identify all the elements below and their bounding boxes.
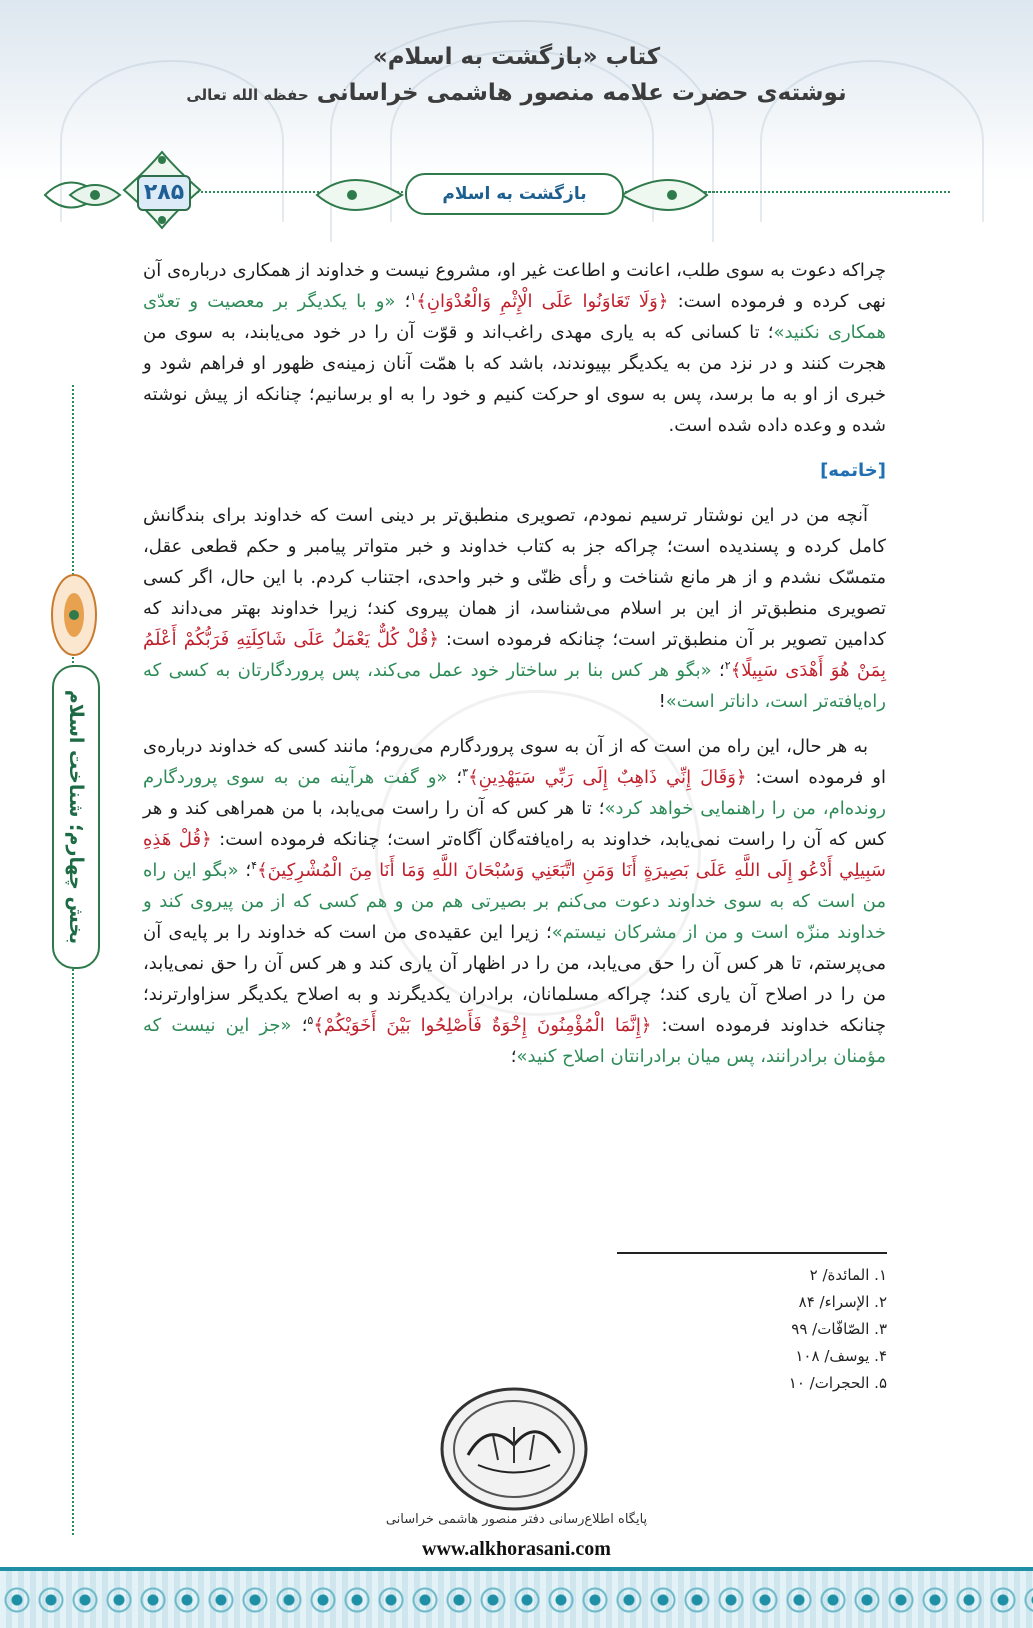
- section-label: [52, 665, 100, 969]
- side-flower-ornament-icon: [44, 565, 104, 665]
- page-number: ۲۸۵: [137, 175, 191, 211]
- text-run: ؛: [711, 660, 725, 681]
- footnote-ref: ۱: [410, 290, 417, 303]
- text-run: ؛: [510, 1046, 517, 1067]
- book-author: [0, 80, 1033, 106]
- chapter-title: بازگشت به اسلام: [405, 173, 624, 215]
- footnote-item: ۴. یوسف/ ۱۰۸: [795, 1347, 887, 1365]
- seal-logo-icon: [438, 1385, 590, 1513]
- author-honorific: حفظه الله تعالی: [186, 86, 309, 104]
- text-run: ؛: [238, 860, 252, 881]
- header-dotted-rule-right: [700, 191, 950, 193]
- main-text: [143, 255, 886, 1086]
- seal-caption: پایگاه اطلاع‌رسانی دفتر منصور هاشمی خراسانی: [385, 1512, 648, 1527]
- paragraph-1: [143, 255, 886, 441]
- text-run: ؛: [447, 767, 463, 788]
- footnote-item: ۲. الإسراء/ ۸۴: [798, 1293, 887, 1311]
- footnotes: [617, 1262, 887, 1397]
- footnote-item: ۵. الحجرات/ ۱۰: [788, 1374, 887, 1392]
- section-label-text: بخش چهارم؛ شناخت اسلام: [65, 689, 87, 945]
- verse-translation: «و گفت هرآینه من به سوی پروردگارم رونده‌ام، من را راهنمایی خواهد کرد»: [143, 767, 887, 819]
- quran-verse: ﴿قُلْ هَذِهِ سَبِيلِي أَدْعُو إِلَى اللَّهِ عَلَى بَصِيرَةٍ أَنَا وَمَنِ اتَّبَعَنِي وَسُبْحَانَ اللَّهِ وَمَا أَنَا مِنَ الْمُشْرِكِينَ﴾: [143, 829, 886, 881]
- verse-translation: «جز این نیست که مؤمنان برادرانند، پس میان برادرانتان اصلاح کنید»: [143, 1015, 886, 1067]
- footer-ornamental-band: [0, 1567, 1033, 1628]
- footnote-item: ۳. الصّافّات/ ۹۹: [791, 1320, 887, 1338]
- quran-verse: ﴿إِنَّمَا الْمُؤْمِنُونَ إِخْوَةٌ فَأَصْلِحُوا بَيْنَ أَخَوَيْكُمْ﴾: [313, 1015, 652, 1036]
- footer-pattern: [0, 1583, 1033, 1617]
- footnote-ref: ۲: [724, 659, 731, 672]
- text-run: !: [658, 691, 666, 712]
- verse-translation: «بگو هر کس بنا بر ساختار خود عمل می‌کند، پس پروردگارتان به کسی که راه‌یافته‌تر است، داناتر است»: [143, 660, 886, 712]
- quran-verse: ﴿قُلْ كُلٌّ يَعْمَلُ عَلَى شَاكِلَتِهِ فَرَبُّكُمْ أَعْلَمُ بِمَنْ هُوَ أَهْدَى سَبِيلًا﴾: [143, 629, 886, 681]
- footnote-ref: ۵: [307, 1014, 314, 1027]
- paragraph-2: [143, 500, 886, 717]
- footnote-ref: ۳: [462, 766, 469, 779]
- section-heading: [خاتمه]: [820, 460, 886, 481]
- footnote-item: ۱. المائدة/ ۲: [809, 1266, 887, 1284]
- text-run: ؛ تا هر کس که آن را راست می‌یابد، با من همراهی کند و هر کس که آن را راست نمی‌یابد، خداوند به راه‌یافته‌گان آگاه‌تر است؛ چنانکه فرموده است:: [143, 798, 886, 850]
- text-run: ؛: [395, 291, 411, 312]
- footnote-ref: ۴: [251, 859, 258, 872]
- quran-verse: ﴿وَقَالَ إِنِّي ذَاهِبٌ إِلَى رَبِّي سَيَهْدِينِ﴾: [468, 767, 747, 788]
- text-run: ؛: [291, 1015, 308, 1036]
- verse-translation: «بگو این راه من است که به سوی خداوند دعوت می‌کنم بر بصیرتی هم من و هم کسی که از من پیروی کند و خداوند منزّه است و من از مشرکان نیستم»: [143, 860, 886, 943]
- website-url: www.alkhorasani.com: [422, 1538, 611, 1560]
- book-title: کتاب «بازگشت به اسلام»: [372, 44, 661, 70]
- text-run: آنچه من در این نوشتار ترسیم نمودم، تصویری منطبق‌تر بر دینی است که خداوند برای بندگانش کامل کرده و پسندیده است؛ چراکه جز به کتاب خداوند و خبر متواتر پیامبر و حکم قطعی عقل، متمسّک نشدم و از هر مانع شناخت و رأی ظنّی و خبر واحدی، اجتناب کردم. با این حال، اگر کسی تصویری منطبق‌تر از این بر اسلام می‌شناسد، از همان پیروی کند؛ زیرا خداوند بهتر می‌داند که کدامین تصویر بر آن منطبق‌تر است؛ چنانکه فرموده است:: [143, 505, 887, 650]
- text-run: به هر حال، این راه من است که از آن به سوی پروردگارم می‌روم؛ مانند کسی که خداوند درباره‌ی او فرموده است:: [143, 736, 886, 788]
- text-run: ؛ تا کسانی که به یاری مهدی راغب‌اند و قوّت آن را در خود می‌یابند، به سوی من هجرت کنند و در نزد من به یکدیگر بپیوندند، باشد که با همّت آنان زمینه‌ی ظهور او فراهم شود و خبری از او به ما برسد، پس به سوی او حرکت کنیم و خود را به او برسانیم؛ چنانکه از پیش نوشته شده و وعده داده شده است.: [143, 322, 886, 436]
- quran-verse: ﴿وَلَا تَعَاوَنُوا عَلَى الْإِثْمِ وَالْعُدْوَانِ﴾: [416, 291, 669, 312]
- footnote-separator: [617, 1252, 887, 1254]
- text-run: چراکه دعوت به سوی طلب، اعانت و اطاعت غیر او، مشروع نیست و خداوند از همکاری درباره‌ی آن نهی کرده و فرموده است:: [143, 260, 886, 312]
- paragraph-3: [143, 731, 886, 1072]
- text-run: ؛ زیرا این عقیده‌ی من است که خداوند را بر پایه‌ی آن می‌پرستم، تا هر کس آن را حق می‌یابد، من را در اظهار آن یاری کند و هر کس آن را حق نمی‌یابد، من را در اصلاح آن یاری کند؛ چراکه مسلمانان، برادران یکدیگرند و به اصلاح یکدیگر سزاوارترند؛ چنانکه خداوند فرموده است:: [143, 922, 886, 1036]
- author-name: نوشته‌ی حضرت علامه منصور هاشمی خراسانی: [316, 80, 847, 106]
- verse-translation: «و با یکدیگر بر معصیت و تعدّی همکاری نکنید»: [143, 291, 886, 343]
